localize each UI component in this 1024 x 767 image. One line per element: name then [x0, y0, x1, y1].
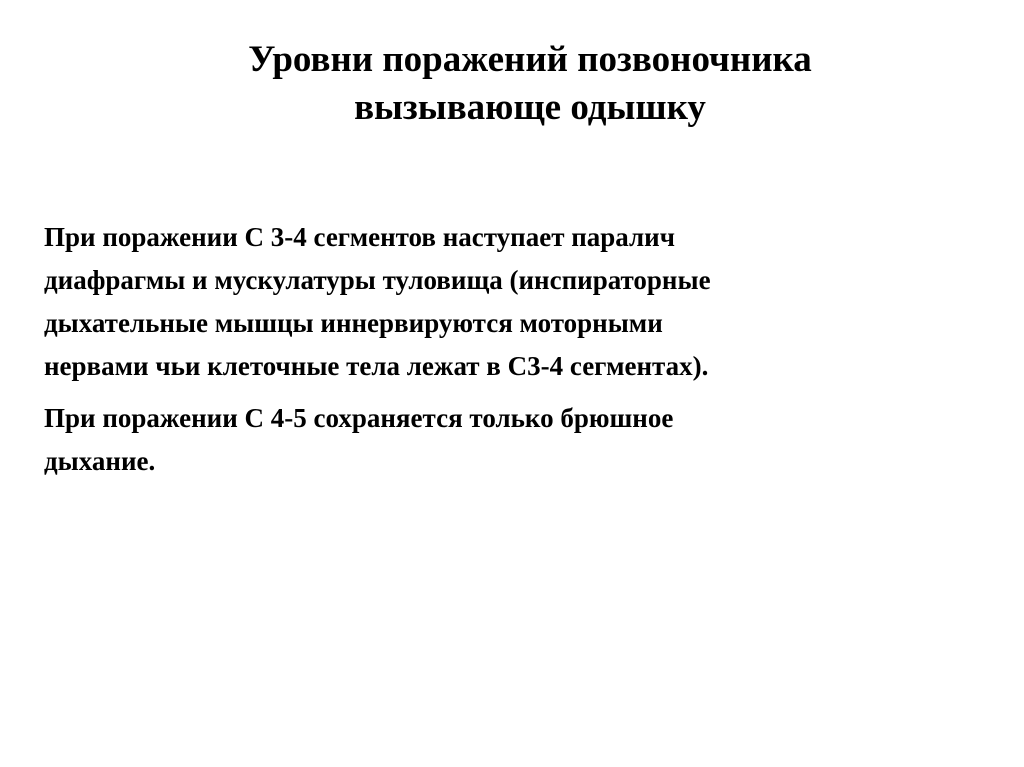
paragraph-line: При поражении С 4-5 сохраняется только брюшное [44, 403, 674, 433]
slide-title-line: Уровни поражений позвоночника [248, 39, 812, 80]
paragraph-c4-5 [44, 397, 944, 483]
paragraph-line: нервами чьи клеточные тела лежат в С3-4 сегментах). [44, 351, 709, 381]
slide-title-line: вызывающе одышку [354, 87, 706, 128]
paragraph-line: При поражении С 3-4 сегментов наступает паралич [44, 222, 675, 252]
paragraph-line: дыхательные мышцы иннервируются моторными [44, 308, 663, 338]
slide-body [44, 216, 944, 492]
paragraph-line: дыхание. [44, 446, 156, 476]
slide-title [130, 36, 930, 132]
paragraph-line: диафрагмы и мускулатуры туловища (инспираторные [44, 265, 711, 295]
paragraph-c3-4 [44, 216, 944, 388]
